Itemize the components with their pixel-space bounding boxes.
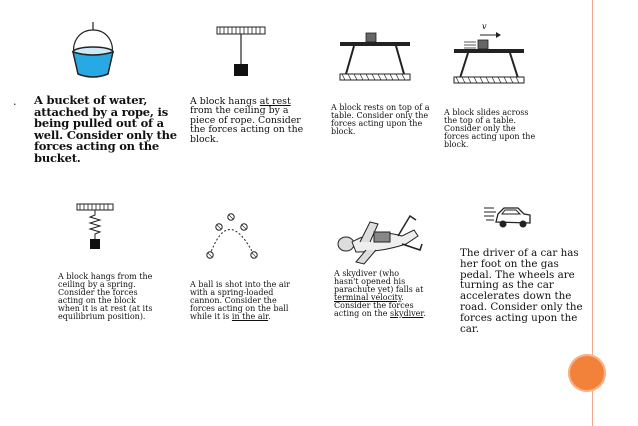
caption-text: .: [268, 312, 271, 321]
caption-block-spring: [58, 273, 158, 321]
caption-text: A bucket of water, attached by a rope, is being pulled out of a well. Consider only the forces acting on the bucket.: [34, 93, 177, 165]
caption-block-rope: [190, 97, 310, 144]
caption-skydiver: [334, 270, 426, 318]
velocity-label: v: [482, 22, 487, 31]
caption-block-table-rest: [331, 104, 431, 136]
caption-text: A block slides across the top of a table. Consider only the forces acting upon the block.: [444, 108, 536, 149]
orange-circle-decoration: [568, 354, 606, 392]
caption-text: The driver of a car has her foot on the gas pedal. The wheels are turning as the car accelerates down the road. Consider only the forces acting upon the car.: [460, 247, 583, 335]
caption-text: A skydiver (who hasn't opened his parachute yet) falls at: [334, 269, 424, 294]
caption-underlined-text: at rest: [259, 96, 291, 107]
caption-underlined-text: in the air: [231, 312, 269, 321]
block-sliding-figure: [452, 20, 526, 84]
skydiver-figure: [326, 206, 426, 266]
caption-bucket: [34, 95, 179, 164]
block-on-table-figure: [338, 32, 412, 82]
bucket-figure: [68, 22, 118, 82]
caption-block-table-slide: [444, 109, 542, 149]
car-figure: [482, 202, 534, 232]
block-on-rope-figure: [216, 26, 266, 78]
bullet-marker: .: [13, 95, 17, 108]
caption-text: A block hangs: [190, 96, 260, 107]
caption-underlined-text: terminal velocity: [334, 293, 402, 302]
caption-text: . Consider the forces acting on the: [334, 293, 414, 318]
caption-car: [460, 248, 590, 334]
caption-underlined-text: skydiver: [390, 309, 424, 318]
caption-text: .: [423, 309, 426, 318]
caption-text: A block hangs from the ceiling by a spring. Consider the forces acting on the block when it is at rest (at its equilibrium position).: [58, 272, 153, 321]
ball-trajectory-figure: [204, 210, 268, 262]
caption-text: from the ceiling by a piece of rope. Consider the forces acting on the block.: [190, 105, 304, 145]
caption-text: A block rests on top of a table. Consider only the forces acting upon the block.: [331, 103, 430, 136]
caption-text: A ball is shot into the air with a spring-loaded cannon. Consider the forces acting on the ball while it is: [190, 280, 290, 321]
caption-ball-cannon: [190, 281, 290, 321]
block-on-spring-figure: [76, 203, 116, 255]
